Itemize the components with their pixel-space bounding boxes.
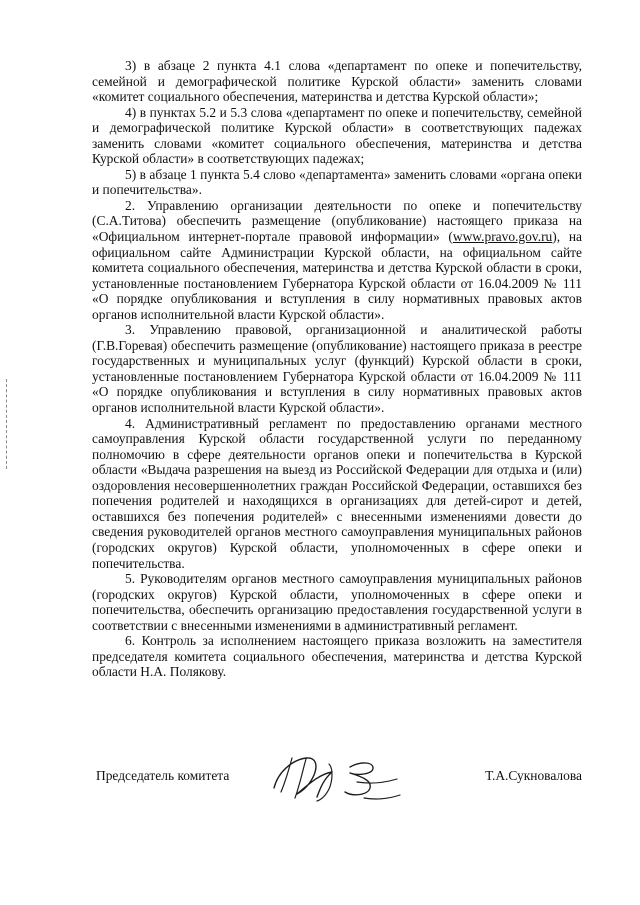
paragraph-2: [92, 198, 582, 322]
paragraph-item-3: 3) в абзаце 2 пункта 4.1 слова «департамент по опеке и попечительству, семейной и демографической политике Курской области» заменить словами «комитет социального обеспечения, материнства и детства Курской области»;: [92, 58, 582, 105]
signatory-name: Т.А.Сукновалова: [485, 768, 582, 783]
paragraph-item-5: 5) в абзаце 1 пункта 5.4 слово «департамента» заменить словами «органа опеки и попечительства».: [92, 166, 582, 198]
document-body: [92, 58, 582, 680]
handwritten-signature-icon: [262, 752, 412, 810]
signature-title: Председатель комитета: [96, 768, 230, 783]
pravo-gov-link[interactable]: www.pravo.gov.ru: [452, 229, 553, 245]
paragraph-2-text-before-link: 2. Управлению организации деятельности по опеке и попечительству (С.А.Титова) обеспечить размещение (опубликование) настоящего приказа на «Официальном интернет-портале правовой информации» (: [92, 197, 582, 245]
paragraph-5: 5. Руководителям органов местного самоуправления муниципальных районов (городских округов) Курской области, уполномоченных в сфере опеки и попечительства, обеспечить организацию предоставления государственной услуги в соответствии с внесенными изменениями в административный регламент.: [92, 571, 582, 633]
paragraph-item-4: 4) в пунктах 5.2 и 5.3 слова «департамент по опеке и попечительству, семейной и демографической политике Курской области» в соответствующих падежах заменить словами «комитет социального обеспечения, материнства и детства Курской области» в соответствующих падежах;: [92, 104, 582, 167]
paragraph-2-text-after-link: ), на официальном сайте Администрации Курской области, на официальном сайте комитета социального обеспечения, материнства и детства Курской области в сроки, установленные постановлением Губернатора Курской области от 16.04.2009 № 111 «О порядке опубликования и вступления в силу нормативных правовых актов органов исполнительной власти Курской области».: [92, 229, 582, 322]
paragraph-3: 3. Управлению правовой, организационной и аналитической работы (Г.В.Горевая) обеспечить размещение (опубликование) настоящего приказа в реестре государственных и муниципальных услуг (функций) Курской области в сроки, установленные постановлением Губернатора Курской области от 16.04.2009 № 111 «О порядке опубликования и вступления в силу нормативных правовых актов органов исполнительной власти Курской области».: [92, 322, 582, 416]
paragraph-6: 6. Контроль за исполнением настоящего приказа возложить на заместителя председателя комитета социального обеспечения, материнства и детства Курской области Н.А. Полякову.: [92, 633, 582, 680]
margin-mark: [6, 379, 8, 469]
paragraph-4: 4. Административный регламент по предоставлению органами местного самоуправления Курской области государственной услуги по переданному полномочию в сфере деятельности органов опеки и попечительства в Курской области «Выдача разрешения на выезд из Российской Федерации для отдыха и (или) оздоровления несовершеннолетних граждан Российской Федерации, оставшихся без попечения родителей и находящихся в организациях для детей-сирот и детей, оставшихся без попечения родителей» с внесенными изменениями довести до сведения руководителей органов местного самоуправления муниципальных районов (городских округов) Курской области, уполномоченных в сфере опеки и попечительства.: [92, 415, 582, 571]
signature-block: [96, 758, 582, 818]
